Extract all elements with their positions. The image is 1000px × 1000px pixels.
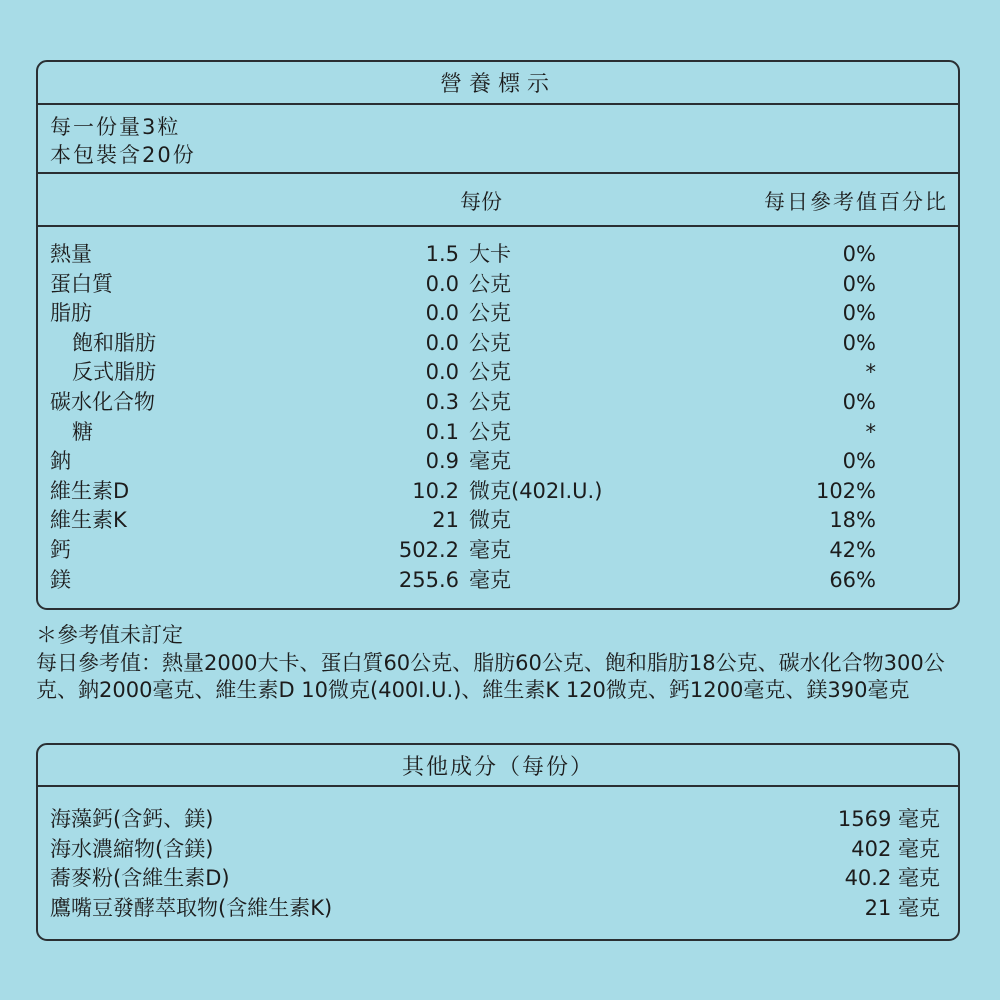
nutrient-dv: 0% [842,330,876,355]
nutrient-row [38,270,958,300]
nutrient-dv: * [865,360,876,385]
nutrient-unit: 毫克 [469,449,511,474]
nutrient-amount: 255.6 [398,567,459,592]
ingredient-name: 海水濃縮物(含鎂) [50,836,214,861]
nutrient-amount: 0.9 [425,449,459,474]
nutrient-row [38,447,958,477]
nutrient-amount: 0.0 [425,360,459,385]
nutrient-amount: 0.0 [425,301,459,326]
ingredients-title: 其他成分（每份） [38,745,958,787]
column-header-per-serving: 每份 [460,190,502,214]
nutrient-name: 脂肪 [50,301,92,326]
ingredient-quantity: 1569 毫克 [837,807,940,831]
reference-values-text: 每日參考值：熱量2000大卡、蛋白質60公克、脂肪60公克、飽和脂肪18公克、碳水化合物300公克、鈉2000毫克、維生素D 10微克(400I.U.)、維生素K 120微克、鈣1200毫克、鎂390毫克 [36,650,945,702]
ingredient-row [38,835,958,865]
nutrient-unit: 公克 [469,360,511,385]
nutrient-amount: 0.0 [425,271,459,296]
nutrient-amount: 1.5 [425,242,459,266]
nutrient-row [38,566,958,596]
nutrient-row [38,418,958,448]
nutrient-list [38,227,958,595]
nutrient-amount: 0.1 [425,419,459,444]
nutrient-dv: * [865,419,876,444]
servings-per-package: 本包裝含20份 [50,143,196,167]
nutrient-unit: 公克 [469,271,511,296]
daily-value-footnote [36,622,960,705]
nutrient-unit: 公克 [469,419,511,444]
ingredient-row [38,805,958,835]
ingredient-row [38,894,958,924]
nutrient-amount: 10.2 [412,478,459,503]
nutrient-unit: 公克 [469,330,511,355]
nutrient-row [38,388,958,418]
nutrition-title: 營養標示 [38,62,958,105]
ingredient-name: 海藻鈣(含鈣、鎂) [50,807,214,831]
nutrient-row [38,240,958,270]
nutrient-amount: 0.0 [425,330,459,355]
nutrient-row [38,299,958,329]
nutrient-amount: 0.3 [425,389,459,414]
nutrient-amount: 21 [432,508,459,533]
nutrient-amount: 502.2 [398,537,459,562]
column-header-daily-value: 每日參考值百分比 [764,190,948,214]
nutrient-dv: 0% [842,242,876,266]
ingredient-quantity: 40.2 毫克 [844,866,940,891]
nutrient-dv: 0% [842,271,876,296]
nutrition-facts-panel [36,60,960,610]
nutrient-dv: 102% [815,478,876,503]
nutrient-unit: 毫克 [469,567,511,592]
nutrient-dv: 0% [842,301,876,326]
other-ingredients-panel [36,743,960,941]
nutrient-row [38,536,958,566]
nutrient-dv: 0% [842,449,876,474]
nutrient-row [38,477,958,507]
nutrient-name: 飽和脂肪 [72,330,156,355]
ingredient-list [38,787,958,923]
nutrient-name: 鎂 [50,567,71,592]
nutrient-name: 碳水化合物 [50,389,155,414]
serving-info [38,105,958,174]
nutrient-row [38,329,958,359]
nutrient-name: 蛋白質 [50,271,113,296]
nutrient-name: 鈉 [50,449,71,474]
nutrient-unit: 公克 [469,301,511,326]
nutrient-row [38,358,958,388]
nutrient-unit: 微克 [469,508,511,533]
ingredient-quantity: 21 毫克 [864,895,940,920]
nutrient-name: 維生素D [50,478,130,503]
nutrient-unit: 毫克 [469,537,511,562]
column-header-row [38,174,958,227]
nutrient-unit: 公克 [469,389,511,414]
serving-size: 每一份量3粒 [50,115,181,139]
ingredient-quantity: 402 毫克 [851,836,940,861]
ingredient-name: 鷹嘴豆發酵萃取物(含維生素K) [50,895,333,920]
nutrient-name: 反式脂肪 [72,360,156,385]
ingredient-name: 蕎麥粉(含維生素D) [50,866,230,891]
nutrient-name: 維生素K [50,508,127,533]
nutrient-row [38,506,958,536]
star-note: ＊參考值未訂定 [36,623,183,647]
ingredient-row [38,864,958,894]
nutrient-name: 糖 [72,419,93,444]
nutrient-name: 熱量 [50,242,92,266]
nutrient-dv: 66% [829,567,876,592]
nutrient-unit: 大卡 [469,242,511,266]
nutrient-name: 鈣 [50,537,71,562]
nutrient-dv: 42% [829,537,876,562]
nutrient-unit: 微克(402I.U.) [469,478,603,503]
nutrient-dv: 18% [829,508,876,533]
nutrient-dv: 0% [842,389,876,414]
